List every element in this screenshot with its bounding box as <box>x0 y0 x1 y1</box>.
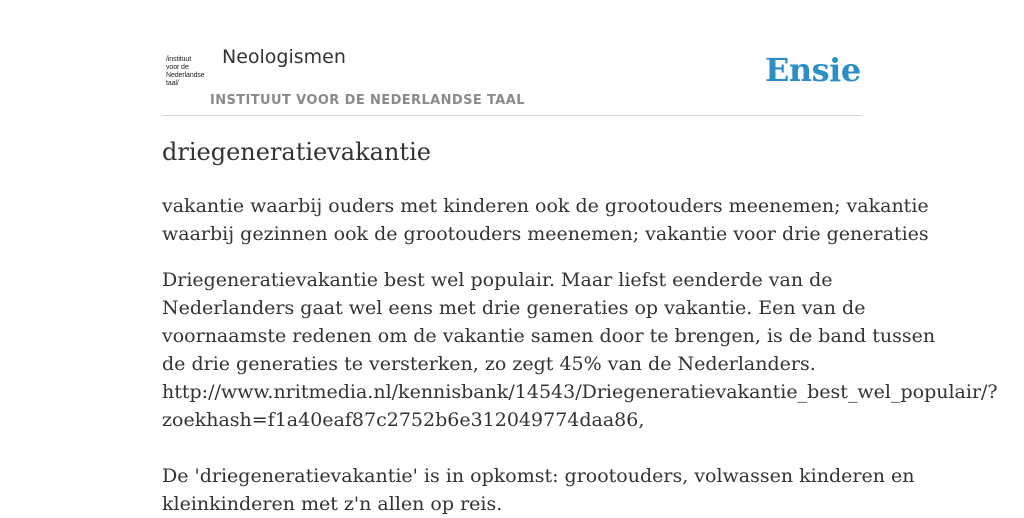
publisher-subtitle: INSTITUUT VOOR DE NEDERLANDSE TAAL <box>210 93 525 108</box>
example-line: Driegeneratievakantie best wel populair. Maar liefst eenderde van de <box>162 269 833 291</box>
example-text <box>162 266 998 518</box>
definition-line: vakantie waarbij ouders met kinderen ook de grootouders meenemen; vakantie <box>162 195 929 217</box>
paragraph-gap <box>162 434 922 462</box>
ivdnt-logo[interactable] <box>166 56 208 90</box>
source-url-line: http://www.nritmedia.nl/kennisbank/14543/Driegeneratievakantie_best_wel_populair/? <box>162 381 998 403</box>
example-line: de drie generaties te versterken, zo zegt 45% van de Nederlanders. <box>162 353 816 375</box>
example-line: De 'driegeneratievakantie' is in opkomst: grootouders, volwassen kinderen en <box>162 465 915 487</box>
site-title-link[interactable]: Neologismen <box>222 46 346 68</box>
logo-line: taal/ <box>166 80 179 87</box>
logo-line: /instituut <box>166 56 192 63</box>
example-line: Nederlanders gaat wel eens met drie generaties op vakantie. Een van de <box>162 297 866 319</box>
definition <box>162 192 929 248</box>
source-url-line: zoekhash=f1a40eaf87c2752b6e312049774daa86, <box>162 409 645 431</box>
ensie-brand-link[interactable]: Ensie <box>765 51 861 89</box>
header-divider <box>162 115 862 116</box>
logo-line: Nederlandse <box>166 72 205 79</box>
definition-line: waarbij gezinnen ook de grootouders meenemen; vakantie voor drie generaties <box>162 223 929 245</box>
example-line: kleinkinderen met z'n allen op reis. <box>162 493 503 515</box>
example-line: voornaamste redenen om de vakantie samen door te brengen, is de band tussen <box>162 325 936 347</box>
logo-line: voor de <box>166 64 189 71</box>
page-title: driegeneratievakantie <box>162 138 431 166</box>
